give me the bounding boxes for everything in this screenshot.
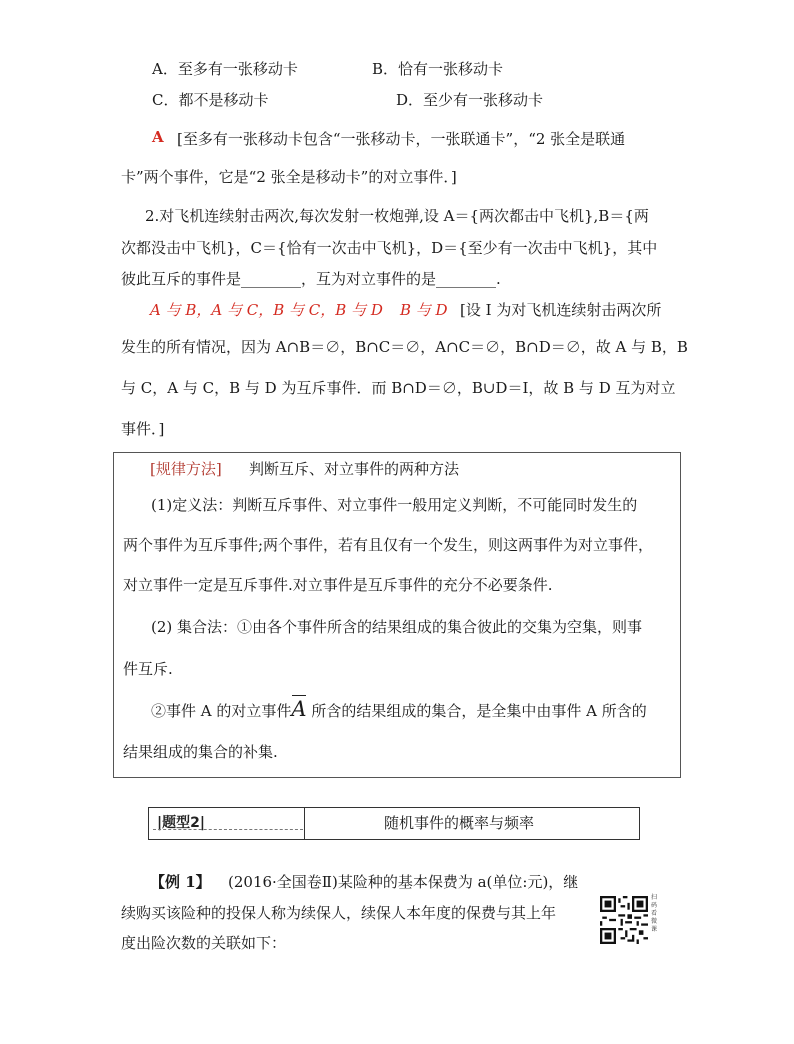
section-tag: |题型2| [157, 815, 205, 831]
option-b: B．恰有一张移动卡 [372, 60, 504, 78]
method-p1-line3: 对立事件一定是互斥事件.对立事件是互斥事件的充分不必要条件. [123, 576, 553, 594]
question-2-line2: 次都没击中飞机}，C＝{恰有一次击中飞机}，D＝{至少有一次击中飞机}，其中 [121, 239, 658, 257]
method-p3-post: 所含的结果组成的集合，是全集中由事件 A 所含的 [311, 702, 647, 720]
qr-caption: 扫码看微课 [651, 894, 658, 933]
question-2-line1: 2.对飞机连续射击两次,每次发射一枚炮弹,设 A＝{两次都击中飞机},B＝{两 [145, 207, 649, 225]
answer-2-complement: B 与 D [400, 301, 448, 319]
answer-explanation-line2: 卡”两个事件，它是“2 张全是移动卡”的对立事件．] [121, 168, 457, 186]
answer-2-line4: 事件．] [121, 420, 165, 438]
option-d: D．至少有一张移动卡 [396, 91, 544, 109]
method-title: 判断互斥、对立事件的两种方法 [249, 460, 460, 478]
answer-2-mutual: A 与 B，A 与 C，B 与 C，B 与 D [150, 301, 383, 319]
method-p2-line1: (2) 集合法：①由各个事件所含的结果组成的集合彼此的交集为空集，则事 [151, 618, 643, 636]
method-p3-line2: 结果组成的集合的补集. [123, 743, 278, 761]
question-2-line3: 彼此互斥的事件是________，互为对立事件的是________. [121, 270, 501, 288]
method-p3-pre: ②事件 A 的对立事件 [151, 702, 292, 720]
example-line1: (2016·全国卷Ⅱ)某险种的基本保费为 a(单位:元)，继 [228, 873, 579, 891]
method-p1-line2: 两个事件为互斥事件;两个事件，若有且仅有一个发生，则这两事件为对立事件， [123, 536, 654, 554]
method-p2-line2: 件互斥. [123, 660, 173, 678]
method-tag: [规律方法] [150, 460, 222, 478]
qr-code-icon[interactable] [600, 896, 648, 944]
section-title: 随机事件的概率与频率 [384, 814, 535, 832]
option-c: C．都不是移动卡 [152, 91, 269, 109]
section-divider [304, 808, 305, 839]
method-p1-line1: (1)定义法：判断互斥事件、对立事件一般用定义判断，不可能同时发生的 [151, 496, 638, 514]
section-header [148, 807, 640, 840]
answer-explanation-line1: [至多有一张移动卡包含“一张移动卡，一张联通卡”，“2 张全是联通 [177, 130, 626, 148]
method-box [113, 452, 681, 778]
section-tag-underline [153, 829, 303, 830]
answer-2-line3: 与 C，A 与 C，B 与 D 为互斥事件．而 B∩D＝∅，B∪D＝I，故 B 与 D 互为对立 [121, 379, 676, 397]
example-line2: 续购买该险种的投保人称为续保人，续保人本年度的保费与其上年 [121, 904, 557, 922]
example-label: 【例 1】 [150, 873, 211, 891]
answer-2-line2: 发生的所有情况，因为 A∩B＝∅，B∩C＝∅，A∩C＝∅，B∩D＝∅，故 A 与 B，B [121, 338, 688, 356]
option-a: A．至多有一张移动卡 [152, 60, 298, 78]
method-p3-line1 [151, 699, 647, 721]
complement-a-symbol: A [291, 697, 307, 721]
example-line3: 度出险次数的关联如下： [121, 934, 287, 952]
answer-2-line1: [设 I 为对飞机连续射击两次所 [460, 301, 662, 319]
answer-letter: A [152, 128, 164, 146]
